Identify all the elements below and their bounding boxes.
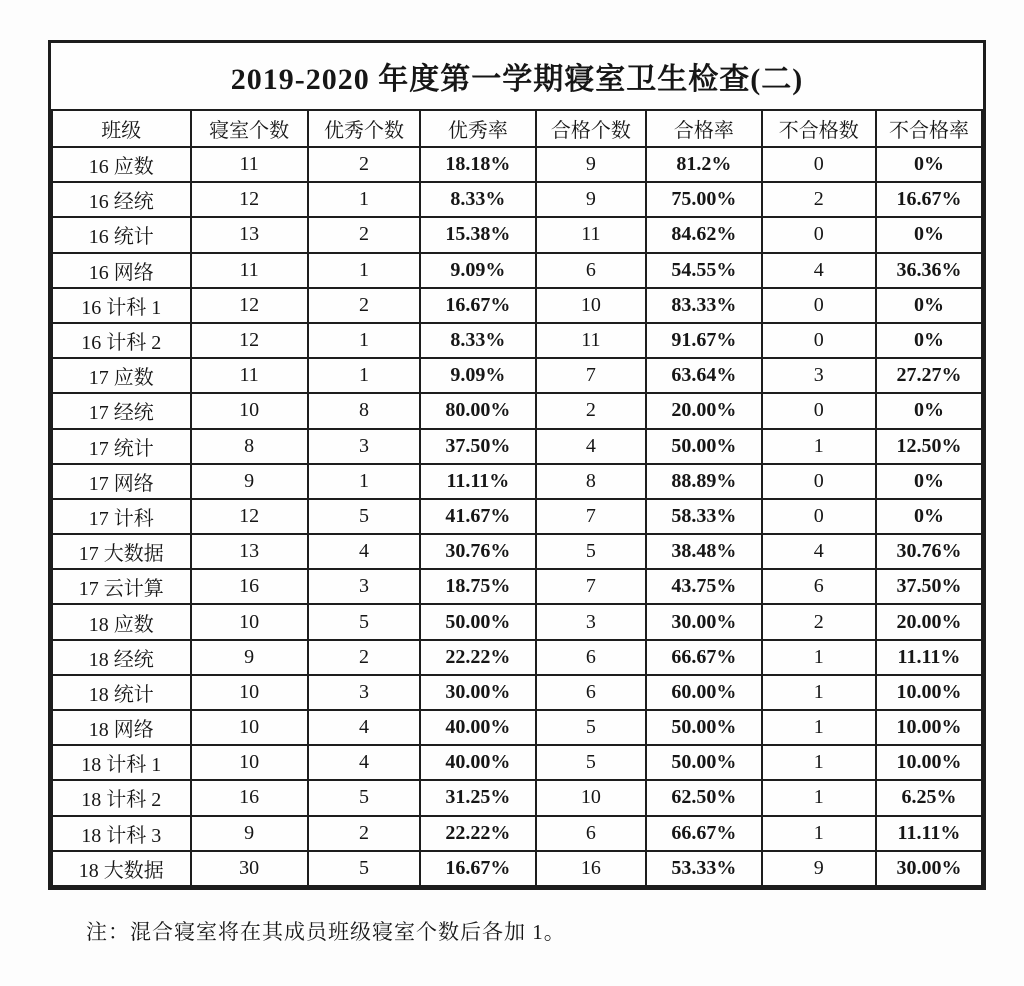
value-cell: 8.33% [420, 182, 535, 217]
value-cell: 20.00% [876, 604, 982, 639]
value-cell: 11.11% [876, 816, 982, 851]
column-header-dorm-count: 寝室个数 [191, 110, 308, 147]
value-cell: 2 [762, 182, 876, 217]
table-row [52, 816, 982, 851]
value-cell: 6 [536, 816, 647, 851]
value-cell: 37.50% [420, 429, 535, 464]
value-cell: 0% [876, 288, 982, 323]
column-header-pass-count: 合格个数 [536, 110, 647, 147]
value-cell: 5 [308, 780, 421, 815]
class-name-cell: 16 经统 [52, 182, 191, 217]
table-row [52, 675, 982, 710]
table-row [52, 851, 982, 886]
value-cell: 30.00% [420, 675, 535, 710]
class-name-cell: 18 经统 [52, 640, 191, 675]
value-cell: 50.00% [646, 710, 761, 745]
value-cell: 6.25% [876, 780, 982, 815]
value-cell: 0% [876, 464, 982, 499]
value-cell: 1 [308, 358, 421, 393]
value-cell: 12.50% [876, 429, 982, 464]
value-cell: 22.22% [420, 640, 535, 675]
class-name-cell: 17 计科 [52, 499, 191, 534]
value-cell: 5 [536, 534, 647, 569]
class-name-cell: 18 大数据 [52, 851, 191, 886]
table-row [52, 358, 982, 393]
value-cell: 11 [191, 358, 308, 393]
value-cell: 84.62% [646, 217, 761, 252]
value-cell: 5 [308, 604, 421, 639]
table-row [52, 745, 982, 780]
footnote: 注：混合寝室将在其成员班级寝室个数后各加 1。 [86, 920, 566, 944]
table-row [52, 710, 982, 745]
value-cell: 66.67% [646, 640, 761, 675]
value-cell: 7 [536, 358, 647, 393]
table-row [52, 147, 982, 182]
value-cell: 80.00% [420, 393, 535, 428]
value-cell: 6 [762, 569, 876, 604]
value-cell: 10.00% [876, 745, 982, 780]
value-cell: 83.33% [646, 288, 761, 323]
value-cell: 1 [762, 710, 876, 745]
table-row [52, 323, 982, 358]
value-cell: 1 [308, 323, 421, 358]
class-name-cell: 18 应数 [52, 604, 191, 639]
value-cell: 88.89% [646, 464, 761, 499]
table-row [52, 217, 982, 252]
class-name-cell: 16 网络 [52, 253, 191, 288]
value-cell: 1 [308, 464, 421, 499]
value-cell: 16 [536, 851, 647, 886]
value-cell: 13 [191, 217, 308, 252]
value-cell: 10 [191, 393, 308, 428]
value-cell: 5 [536, 745, 647, 780]
value-cell: 11 [536, 323, 647, 358]
value-cell: 1 [762, 675, 876, 710]
value-cell: 2 [308, 816, 421, 851]
value-cell: 4 [762, 534, 876, 569]
value-cell: 50.00% [420, 604, 535, 639]
value-cell: 0% [876, 323, 982, 358]
class-name-cell: 16 统计 [52, 217, 191, 252]
value-cell: 7 [536, 569, 647, 604]
value-cell: 0 [762, 499, 876, 534]
column-header-excellent-rate: 优秀率 [420, 110, 535, 147]
table-row [52, 393, 982, 428]
value-cell: 15.38% [420, 217, 535, 252]
value-cell: 1 [762, 816, 876, 851]
value-cell: 81.2% [646, 147, 761, 182]
value-cell: 11 [191, 253, 308, 288]
value-cell: 6 [536, 675, 647, 710]
table-row [52, 429, 982, 464]
value-cell: 9 [536, 147, 647, 182]
table-header-row [52, 110, 982, 147]
class-name-cell: 18 网络 [52, 710, 191, 745]
value-cell: 30.76% [420, 534, 535, 569]
value-cell: 11 [536, 217, 647, 252]
class-name-cell: 17 统计 [52, 429, 191, 464]
value-cell: 0% [876, 393, 982, 428]
value-cell: 4 [308, 745, 421, 780]
report-sheet [48, 40, 986, 890]
value-cell: 50.00% [646, 429, 761, 464]
class-name-cell: 17 应数 [52, 358, 191, 393]
table-body [52, 147, 982, 886]
class-name-cell: 18 统计 [52, 675, 191, 710]
table-row [52, 534, 982, 569]
value-cell: 1 [762, 780, 876, 815]
value-cell: 10.00% [876, 710, 982, 745]
value-cell: 8.33% [420, 323, 535, 358]
value-cell: 10 [191, 745, 308, 780]
value-cell: 58.33% [646, 499, 761, 534]
value-cell: 31.25% [420, 780, 535, 815]
value-cell: 37.50% [876, 569, 982, 604]
value-cell: 12 [191, 182, 308, 217]
table-row [52, 288, 982, 323]
value-cell: 16.67% [420, 851, 535, 886]
value-cell: 30.00% [646, 604, 761, 639]
value-cell: 27.27% [876, 358, 982, 393]
value-cell: 2 [536, 393, 647, 428]
value-cell: 9 [191, 464, 308, 499]
value-cell: 12 [191, 323, 308, 358]
value-cell: 1 [762, 745, 876, 780]
value-cell: 10 [191, 710, 308, 745]
value-cell: 11.11% [420, 464, 535, 499]
value-cell: 1 [308, 182, 421, 217]
value-cell: 3 [308, 675, 421, 710]
value-cell: 9.09% [420, 253, 535, 288]
value-cell: 40.00% [420, 745, 535, 780]
value-cell: 16 [191, 780, 308, 815]
value-cell: 3 [536, 604, 647, 639]
value-cell: 66.67% [646, 816, 761, 851]
value-cell: 11.11% [876, 640, 982, 675]
value-cell: 10 [191, 604, 308, 639]
value-cell: 4 [308, 710, 421, 745]
table-row [52, 182, 982, 217]
page-title: 2019-2020 年度第一学期寝室卫生检查(二) [230, 63, 804, 96]
value-cell: 4 [762, 253, 876, 288]
value-cell: 0 [762, 147, 876, 182]
column-header-class: 班级 [52, 110, 191, 147]
column-header-pass-rate: 合格率 [646, 110, 761, 147]
value-cell: 8 [536, 464, 647, 499]
value-cell: 0 [762, 323, 876, 358]
value-cell: 4 [536, 429, 647, 464]
class-name-cell: 18 计科 2 [52, 780, 191, 815]
table-row [52, 253, 982, 288]
value-cell: 0% [876, 147, 982, 182]
value-cell: 2 [308, 147, 421, 182]
value-cell: 9 [536, 182, 647, 217]
value-cell: 12 [191, 499, 308, 534]
value-cell: 0 [762, 393, 876, 428]
value-cell: 16.67% [876, 182, 982, 217]
value-cell: 16.67% [420, 288, 535, 323]
value-cell: 8 [308, 393, 421, 428]
class-name-cell: 17 云计算 [52, 569, 191, 604]
class-name-cell: 18 计科 1 [52, 745, 191, 780]
value-cell: 63.64% [646, 358, 761, 393]
title-block [51, 43, 983, 109]
value-cell: 54.55% [646, 253, 761, 288]
value-cell: 18.75% [420, 569, 535, 604]
value-cell: 36.36% [876, 253, 982, 288]
value-cell: 2 [762, 604, 876, 639]
value-cell: 5 [536, 710, 647, 745]
class-name-cell: 16 计科 2 [52, 323, 191, 358]
value-cell: 41.67% [420, 499, 535, 534]
value-cell: 10 [536, 288, 647, 323]
value-cell: 50.00% [646, 745, 761, 780]
value-cell: 60.00% [646, 675, 761, 710]
value-cell: 30.00% [876, 851, 982, 886]
value-cell: 9 [762, 851, 876, 886]
table-row [52, 464, 982, 499]
value-cell: 75.00% [646, 182, 761, 217]
value-cell: 91.67% [646, 323, 761, 358]
class-name-cell: 17 网络 [52, 464, 191, 499]
value-cell: 1 [308, 253, 421, 288]
class-name-cell: 16 应数 [52, 147, 191, 182]
value-cell: 3 [308, 569, 421, 604]
class-name-cell: 17 大数据 [52, 534, 191, 569]
value-cell: 38.48% [646, 534, 761, 569]
value-cell: 0 [762, 217, 876, 252]
value-cell: 6 [536, 253, 647, 288]
value-cell: 9.09% [420, 358, 535, 393]
value-cell: 53.33% [646, 851, 761, 886]
value-cell: 0 [762, 288, 876, 323]
value-cell: 62.50% [646, 780, 761, 815]
value-cell: 8 [191, 429, 308, 464]
table-row [52, 640, 982, 675]
column-header-excellent-count: 优秀个数 [308, 110, 421, 147]
value-cell: 9 [191, 816, 308, 851]
value-cell: 3 [308, 429, 421, 464]
value-cell: 4 [308, 534, 421, 569]
table-row [52, 604, 982, 639]
value-cell: 2 [308, 640, 421, 675]
value-cell: 1 [762, 640, 876, 675]
value-cell: 0% [876, 217, 982, 252]
value-cell: 22.22% [420, 816, 535, 851]
value-cell: 0% [876, 499, 982, 534]
value-cell: 40.00% [420, 710, 535, 745]
value-cell: 20.00% [646, 393, 761, 428]
value-cell: 9 [191, 640, 308, 675]
value-cell: 2 [308, 288, 421, 323]
value-cell: 43.75% [646, 569, 761, 604]
value-cell: 6 [536, 640, 647, 675]
value-cell: 12 [191, 288, 308, 323]
column-header-fail-rate: 不合格率 [876, 110, 982, 147]
value-cell: 7 [536, 499, 647, 534]
value-cell: 11 [191, 147, 308, 182]
value-cell: 3 [762, 358, 876, 393]
value-cell: 2 [308, 217, 421, 252]
value-cell: 16 [191, 569, 308, 604]
value-cell: 18.18% [420, 147, 535, 182]
value-cell: 0 [762, 464, 876, 499]
value-cell: 5 [308, 851, 421, 886]
table-row [52, 499, 982, 534]
value-cell: 5 [308, 499, 421, 534]
hygiene-inspection-table [51, 109, 983, 887]
class-name-cell: 16 计科 1 [52, 288, 191, 323]
value-cell: 30 [191, 851, 308, 886]
value-cell: 10 [536, 780, 647, 815]
table-row [52, 780, 982, 815]
class-name-cell: 18 计科 3 [52, 816, 191, 851]
value-cell: 10 [191, 675, 308, 710]
value-cell: 1 [762, 429, 876, 464]
value-cell: 10.00% [876, 675, 982, 710]
class-name-cell: 17 经统 [52, 393, 191, 428]
value-cell: 30.76% [876, 534, 982, 569]
table-row [52, 569, 982, 604]
column-header-fail-count: 不合格数 [762, 110, 876, 147]
value-cell: 13 [191, 534, 308, 569]
